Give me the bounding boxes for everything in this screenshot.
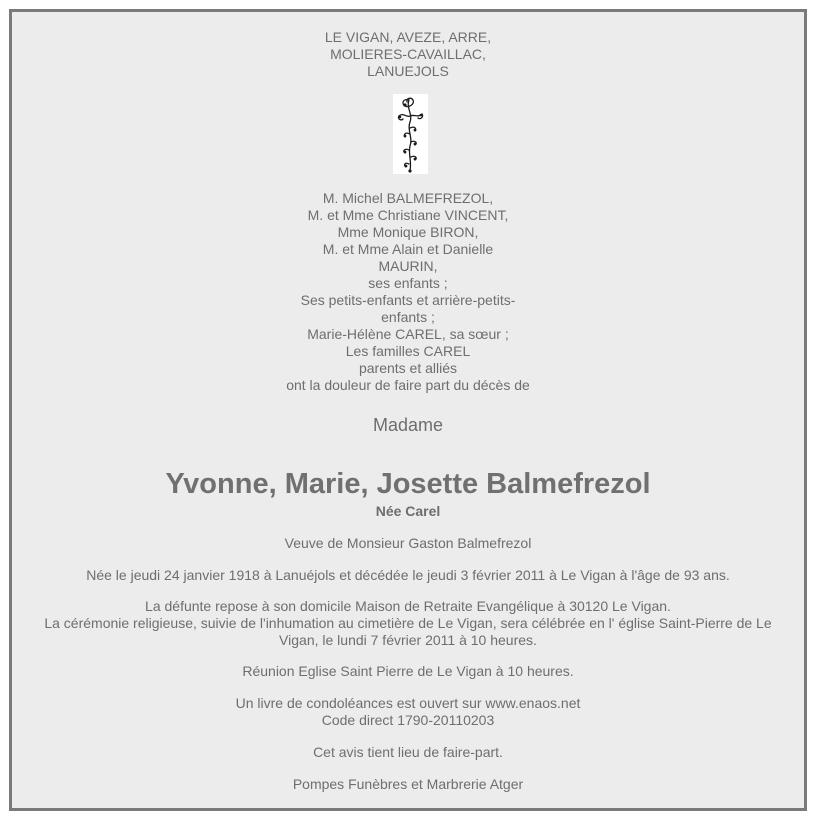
family-line: Marie-Hélène CAREL, sa sœur ; xyxy=(307,326,509,342)
family-line: enfants ; xyxy=(381,309,435,325)
maiden-name: Née Carel xyxy=(375,503,441,519)
family-line: M. et Mme Christiane VINCENT, xyxy=(307,207,509,223)
condolence-text-line-1: Un livre de condoléances est ouvert sur www.enaos.net xyxy=(235,695,581,711)
family-line: M. et Mme Alain et Danielle xyxy=(322,241,494,257)
deceased-name: Yvonne, Marie, Josette Balmefrezol xyxy=(165,468,651,500)
floral-cross-icon xyxy=(393,94,428,174)
location-line: LE VIGAN, AVEZE, ARRE, xyxy=(324,29,492,45)
family-line: Les familles CAREL xyxy=(345,343,471,359)
family-line: ses enfants ; xyxy=(368,275,448,291)
family-list xyxy=(12,190,804,394)
obituary-notice xyxy=(9,9,807,811)
ceremony-text-line-1: La cérémonie religieuse, suivie de l'inhumation au cimetière de Le Vigan, sera célébrée en l' église Saint-Pierre de Le xyxy=(44,615,772,631)
family-line: parents et alliés xyxy=(358,360,458,376)
family-line: MAURIN, xyxy=(378,258,438,274)
condolence-code-text: Code direct 1790-20110203 xyxy=(321,712,495,728)
location-line: LANUEJOLS xyxy=(367,63,449,79)
family-line: ont la douleur de faire part du décès de xyxy=(286,377,530,393)
ceremony-text-line-2: Vigan, le lundi 7 février 2011 à 10 heures. xyxy=(279,632,537,648)
widow-of-text: Veuve de Monsieur Gaston Balmefrezol xyxy=(284,535,532,551)
notice-note-text: Cet avis tient lieu de faire-part. xyxy=(313,744,503,760)
family-line: M. Michel BALMEFREZOL, xyxy=(322,190,494,206)
location-line: MOLIERES-CAVAILLAC, xyxy=(330,46,486,62)
meeting-text: Réunion Eglise Saint Pierre de Le Vigan à 10 heures. xyxy=(242,663,574,679)
funeral-home-text: Pompes Funèbres et Marbrerie Atger xyxy=(292,776,524,792)
rest-place-text: La défunte repose à son domicile Maison de Retraite Evangélique à 30120 Le Vigan. xyxy=(145,598,671,614)
family-line: Mme Monique BIRON, xyxy=(337,224,479,240)
birth-death-text: Née le jeudi 24 janvier 1918 à Lanuéjols et décédée le jeudi 3 février 2011 à Le Vigan à l'âge de 93 ans. xyxy=(86,567,730,583)
locations-header xyxy=(12,29,804,80)
family-line: Ses petits-enfants et arrière-petits- xyxy=(300,292,516,308)
honorific-title: Madame xyxy=(372,415,444,435)
